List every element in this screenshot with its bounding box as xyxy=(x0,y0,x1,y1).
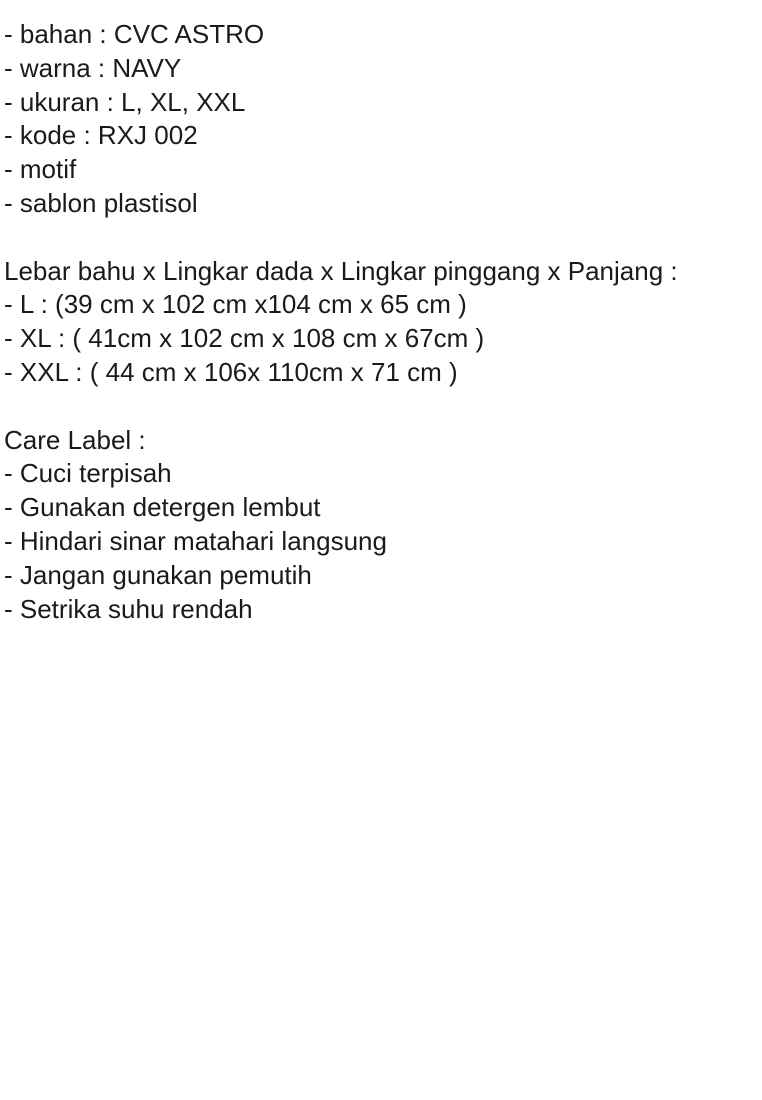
section-spacer xyxy=(4,221,678,255)
spec-bahan: - bahan : CVC ASTRO xyxy=(4,19,265,49)
spec-list xyxy=(4,18,678,221)
spec-ukuran: - ukuran : L, XL, XXL xyxy=(4,86,246,117)
spec-warna: - warna : NAVY xyxy=(4,52,182,83)
care-item: - Cuci terpisah xyxy=(4,458,172,489)
spec-kode: - kode : RXJ 002 xyxy=(4,120,198,151)
size-row-xxl: - XXL : ( 44 cm x 106x 110cm x 71 cm ) xyxy=(4,356,458,387)
care-label xyxy=(4,424,678,627)
size-row-xl: - XL : ( 41cm x 102 cm x 108 cm x 67cm ) xyxy=(4,323,485,354)
care-label-header: Care Label : xyxy=(4,424,146,455)
size-row-l: - L : (39 cm x 102 cm x104 cm x 65 cm ) xyxy=(4,289,467,320)
care-item: - Hindari sinar matahari langsung xyxy=(4,525,387,556)
care-item: - Setrika suhu rendah xyxy=(4,593,253,624)
care-item: - Gunakan detergen lembut xyxy=(4,492,321,523)
size-chart xyxy=(4,255,678,390)
product-description xyxy=(4,18,678,626)
size-chart-header: Lebar bahu x Lingkar dada x Lingkar pinggang x Panjang : xyxy=(4,255,678,286)
section-spacer xyxy=(4,390,678,424)
care-item: - Jangan gunakan pemutih xyxy=(4,559,312,590)
spec-motif: - motif xyxy=(4,154,77,185)
spec-sablon: - sablon plastisol xyxy=(4,187,198,218)
